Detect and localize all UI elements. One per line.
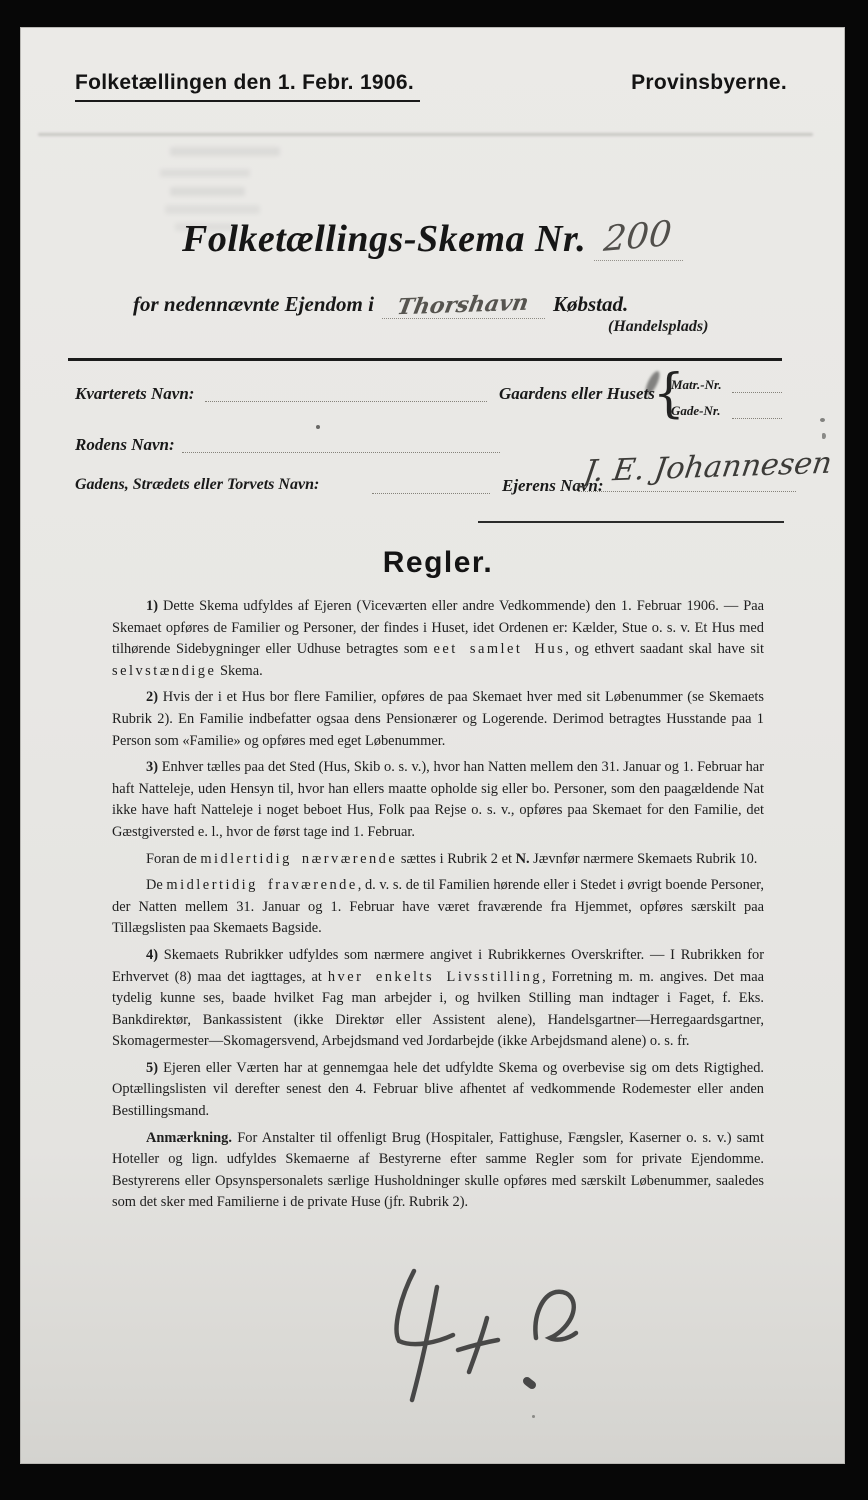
- rule-segment: 1): [146, 598, 163, 614]
- rule-segment: 3): [146, 759, 162, 776]
- rule-paragraph: [112, 757, 764, 843]
- rule-segment: 5): [146, 1059, 164, 1076]
- rule-segment: eet samlet Hus: [433, 641, 566, 658]
- gadens-navn-blank: [372, 479, 490, 494]
- rule-paragraph: [112, 1058, 764, 1123]
- gade-nr-label: Gade-Nr.: [671, 403, 721, 418]
- rule-segment: De: [146, 877, 167, 894]
- form-category-heading: Provinsbyerne.: [631, 71, 787, 94]
- horizontal-divider: [68, 358, 782, 361]
- rule-segment: For Anstalter til offenligt Brug (Hospitaler, Fattighuse, Fængsler, Kaserner o. s. v.) samt Hoteller og lign. udfyldes Skemaerne af Bestyrerne efter samme Regler som for private Ejendomme. Bestyrerens eller Opsynspersonalets særlige Husholdninger skulle opføres med særskilt Løbenummer, saaledes som det sker med Familierne i de private Huse (jfr. Rubrik 2).: [112, 1129, 764, 1211]
- form-subtitle-line: [133, 291, 628, 319]
- rule-segment: 4): [146, 946, 164, 963]
- handwritten-owner-name: J. E. Johannesen: [581, 445, 835, 490]
- form-title-line: [20, 214, 845, 261]
- bleedthrough-artifact: [170, 187, 245, 196]
- ejerens-navn-label: Ejerens Navn:: [502, 476, 604, 495]
- rule-segment: Hvis der i et Hus bor flere Familier, opføres de paa Skemaet hver med sit Løbenummer (se Skemaets Rubrik 2). En Familie indbefatter ogsaa dens Pensionærer og Logerende. Derimod betragtes Husstande paa 1 Person som «Familie» og opføres med eget Løbenummer.: [112, 689, 764, 749]
- subtitle-suffix: Købstad.: [552, 292, 629, 316]
- matr-nr-blank: [732, 379, 782, 393]
- rule-segment: Foran de: [146, 850, 201, 867]
- rule-segment: Anmærkning.: [146, 1129, 232, 1146]
- gadens-navn-label: Gadens, Strædets eller Torvets Navn:: [75, 476, 320, 493]
- kvarterets-navn-blank: [205, 387, 487, 402]
- bleedthrough-artifact: [160, 169, 250, 177]
- scan-speck: [316, 425, 320, 429]
- form-title: Folketællings-Skema Nr.: [181, 218, 587, 260]
- scan-speck: [822, 433, 826, 439]
- place-blank: [382, 291, 545, 319]
- rule-segment: Skemaets Rubrikker udfyldes som nærmere angivet i Rubrikkernes Overskrifter. — I Rubrikken for Erhvervet (8) maa det iagttages, at: [112, 946, 764, 985]
- rule-segment: , Forretning m. m. angives. Det maa tydelig kunne ses, baade hvilket Fag man arbejder i, og hvilken Stilling man indtager i Faget, f. Eks. Bankdirektør, Bankassistent (ikke Direktør eller Assistent alene), Handelsgartner—Herregaardsgartner, Skomagermester—Skomagersvend, Arbejdsmand ved Jordarbejde (ikke Arbejdsmand alene) o. s. fr.: [112, 968, 765, 1050]
- rule-segment: Dette Skema udfyldes af Ejeren (Viceværten eller andre Vedkommende) den 1. Februar 1906. — Paa Skemaet opføres de Familier og Personer, der findes i Huset, idet Ordenen er: Kælder, Stue o. s. v. Et Hus med tilhørende Sidebygninger eller Udhuse betragtes som: [112, 598, 764, 658]
- rule-segment: N.: [515, 850, 530, 867]
- rule-segment: Enhver tælles paa det Sted (Hus, Skib o. s. v.), hvor han Natten mellem den 31. Januar og 1. Februar har haft Natteleje, uden Hensyn til, hvor han ellers maatte opholde sig eller bo. Personer, som den paagældende Nat ikke have haft Natteleje i noget beboet Hus, Folk paa Rejse o. s. v., opføres paa Skemaet for den Familie, det Gæstgiversted e. l., hvor de først tage ind 1. Februar.: [112, 759, 764, 840]
- signature-underline: [478, 521, 784, 523]
- rodens-navn-blank: [182, 438, 500, 453]
- rule-segment: Skema.: [216, 662, 263, 679]
- rule-segment: selvstændige: [112, 662, 217, 679]
- rules-heading: Regler.: [382, 546, 494, 579]
- rule-segment: , og ethvert saadant skal have sit: [565, 641, 764, 658]
- gaardens-label: Gaardens eller Husets: [499, 384, 655, 403]
- scan-speck: [820, 418, 825, 422]
- handwritten-form-number: 200: [602, 214, 674, 260]
- rule-paragraph: [112, 945, 764, 1053]
- census-date-heading: Folketællingen den 1. Febr. 1906.: [75, 71, 420, 102]
- bleedthrough-artifact: [170, 147, 280, 156]
- handwritten-place: Thorshavn: [395, 289, 532, 321]
- rule-segment: midlertidig fraværende: [166, 877, 358, 894]
- rule-paragraph: [112, 596, 764, 682]
- rule-segment: midlertidig nærværende: [200, 850, 398, 867]
- rodens-navn-label: Rodens Navn:: [75, 435, 175, 454]
- rule-paragraph: [112, 1128, 764, 1214]
- rule-paragraph: [112, 849, 764, 871]
- rules-section: [112, 546, 764, 1219]
- page-header: [75, 71, 787, 102]
- rule-segment: , d. v. s. de til Familien hørende eller i Stedet i øvrigt boende Personer, der Natten mellem 31. Januar og 1. Februar have været fraværende fra Hjemmet, opføres særskilt paa Tillægslisten paa Skemaets Bagside.: [112, 877, 764, 937]
- rule-segment: Jævnfør nærmere Skemaets Rubrik 10.: [529, 850, 758, 867]
- rule-segment: Ejeren eller Værten har at gennemgaa hele det udfyldte Skema og overbevise sig om dets Rigtighed. Optællingslisten vil derefter senest den 4. Februar blive afhentet af vedkommende Rodemester eller anden Bestillingsmand.: [112, 1059, 764, 1120]
- handelsplads-note: (Handelsplads): [608, 318, 709, 335]
- kvarterets-navn-label: Kvarterets Navn:: [75, 384, 195, 403]
- matr-nr-label: Matr.-Nr.: [671, 377, 722, 392]
- curly-brace-glyph: {: [653, 362, 685, 424]
- paper-sheet: [20, 27, 845, 1464]
- gade-nr-blank: [732, 405, 782, 419]
- subtitle-prefix: for nedennævnte Ejendom i: [133, 292, 374, 316]
- rule-segment: 2): [146, 689, 163, 706]
- rule-paragraph: [112, 687, 764, 752]
- scan-smudge-line: [38, 133, 813, 136]
- rule-paragraph: [112, 875, 764, 940]
- rules-paragraphs: [112, 596, 764, 1214]
- rule-segment: hver enkelts Livsstilling: [327, 968, 543, 985]
- form-number-blank: [594, 214, 683, 261]
- scan-speck: [532, 1415, 535, 1418]
- rule-segment: sættes i Rubrik 2 et: [397, 850, 516, 867]
- bleedthrough-artifact: [165, 205, 260, 214]
